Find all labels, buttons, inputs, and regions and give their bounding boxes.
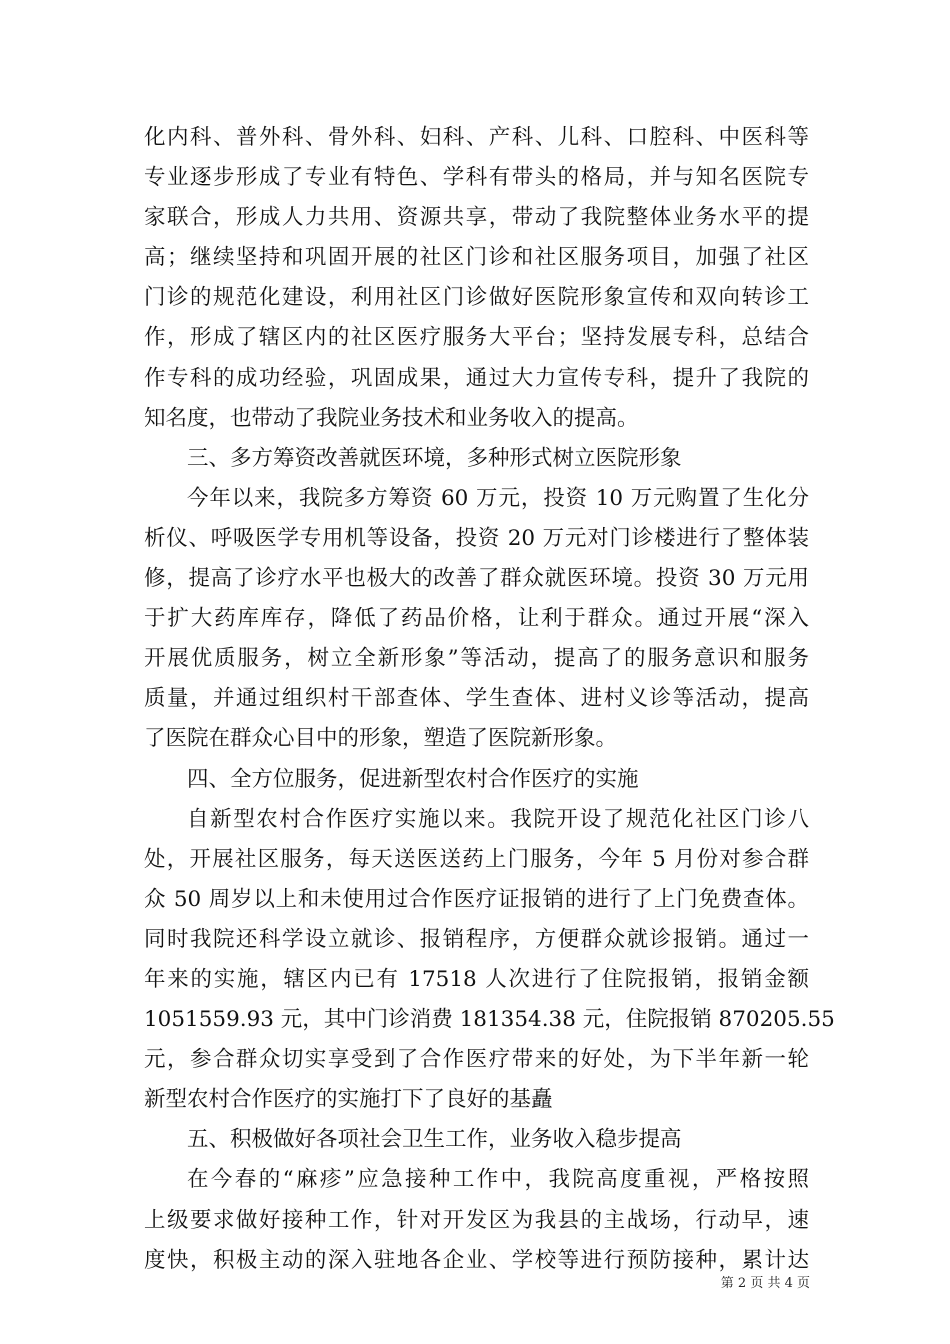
text-line: 析仪、呼吸医学专用机等设备，投资 20 万元对门诊楼进行了整体装 [144, 525, 809, 551]
text-line: 1051559.93 元，其中门诊消费 181354.38 元，住院报销 870205.55 [144, 1007, 835, 1033]
text-line: 知名度，也带动了我院业务技术和业务收入的提高。 [144, 405, 639, 431]
text-line: 化内科、普外科、骨外科、妇科、产科、儿科、口腔科、中医科等 [144, 125, 809, 150]
text-line: 自新型农村合作医疗实施以来。我院开设了规范化社区门诊八 [187, 806, 809, 832]
text-line: 门诊的规范化建设，利用社区门诊做好医院形象宣传和双向转诊工 [144, 285, 809, 311]
text-line: 开展优质服务，树立全新形象”等活动，提高了的服务意识和服务 [144, 646, 809, 672]
text-line: 新型农村合作医疗的实施打下了良好的基矗 [144, 1087, 553, 1113]
text-line: 了医院在群众心目中的形象，塑造了医院新形象。 [144, 726, 618, 752]
page-number-footer: 第 2 页 共 4 页 [720, 1276, 810, 1291]
section-heading: 五、积极做好各项社会卫生工作，业务收入稳步提高 [187, 1127, 682, 1153]
text-line: 质量，并通过组织村干部查体、学生查体、进村义诊等活动，提高 [144, 686, 809, 712]
text-line: 家联合，形成人力共用、资源共享，带动了我院整体业务水平的提 [144, 205, 809, 231]
text-line: 高；继续坚持和巩固开展的社区门诊和社区服务项目，加强了社区 [144, 245, 809, 271]
text-line: 于扩大药库库存，降低了药品价格，让利于群众。通过开展“深入 [144, 606, 809, 632]
text-line: 同时我院还科学设立就诊、报销程序，方便群众就诊报销。通过一 [144, 926, 809, 952]
document-body [144, 118, 835, 1281]
text-line: 众 50 周岁以上和未使用过合作医疗证报销的进行了上门免费查体。 [144, 886, 809, 912]
text-line: 作，形成了辖区内的社区医疗服务大平台；坚持发展专科，总结合 [144, 325, 809, 351]
section-heading: 三、多方筹资改善就医环境，多种形式树立医院形象 [187, 445, 682, 471]
section-heading: 四、全方位服务，促进新型农村合作医疗的实施 [187, 766, 639, 792]
text-line: 处，开展社区服务，每天送医送药上门服务，今年 5 月份对参合群 [144, 846, 809, 872]
text-line: 年来的实施，辖区内已有 17518 人次进行了住院报销，报销金额 [144, 966, 809, 992]
text-line: 专业逐步形成了专业有特色、学科有带头的格局，并与知名医院专 [144, 165, 809, 191]
text-line: 在今春的“麻疹”应急接种工作中，我院高度重视，严格按照 [187, 1167, 809, 1193]
text-line: 度快，积极主动的深入驻地各企业、学校等进行预防接种，累计达 [144, 1247, 809, 1273]
text-line: 元，参合群众切实享受到了合作医疗带来的好处，为下半年新一轮 [144, 1047, 809, 1073]
text-line: 今年以来，我院多方筹资 60 万元，投资 10 万元购置了生化分 [187, 485, 809, 511]
text-line: 修，提高了诊疗水平也极大的改善了群众就医环境。投资 30 万元用 [144, 566, 809, 592]
text-line: 作专科的成功经验，巩固成果，通过大力宣传专科，提升了我院的 [144, 365, 809, 391]
text-line: 上级要求做好接种工作，针对开发区为我县的主战场，行动早，速 [144, 1207, 809, 1233]
